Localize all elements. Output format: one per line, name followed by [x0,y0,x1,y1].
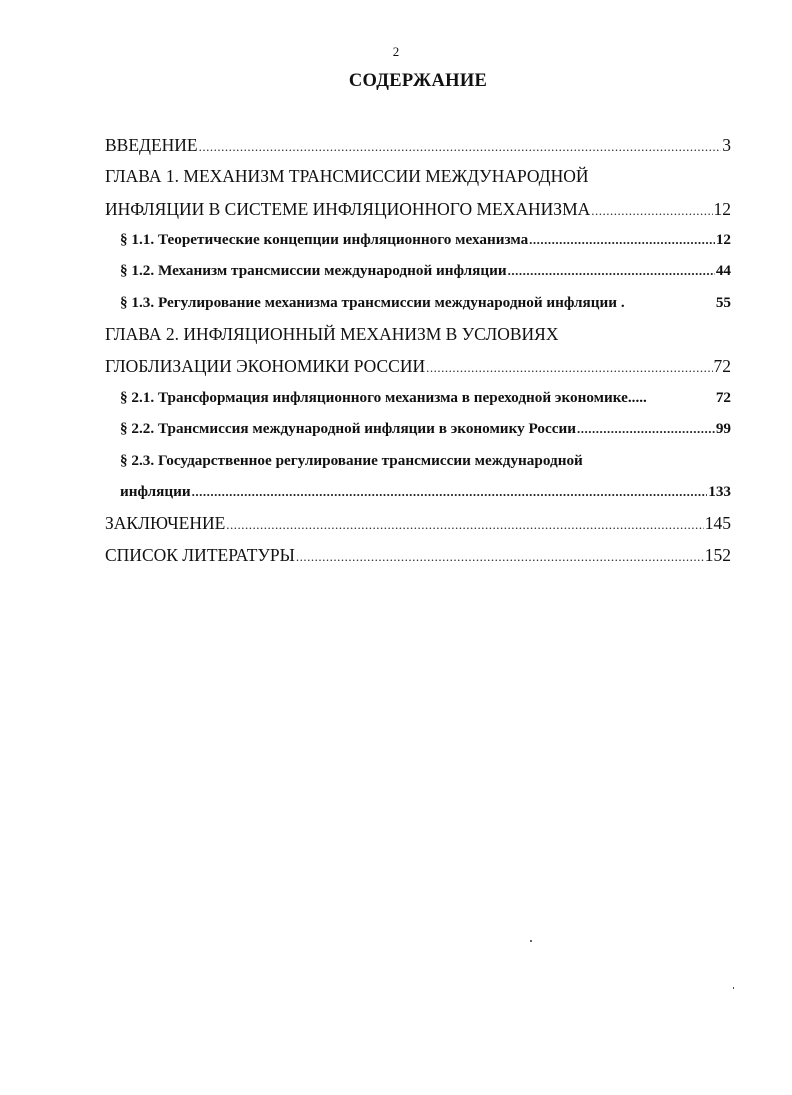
toc-entry-chapter2[interactable] [105,354,731,378]
page-title: СОДЕРЖАНИЕ [348,71,488,91]
dot-leader [508,259,715,283]
toc-page-number: 72 [715,389,731,406]
toc-entry-label: инфляции [120,483,191,500]
dot-leader [199,135,722,159]
toc-chapter2-title-line1[interactable]: ГЛАВА 2. ИНФЛЯЦИОННЫЙ МЕХАНИЗМ В УСЛОВИЯХ [105,324,559,344]
toc-page-number: 3 [722,135,731,155]
dot-leader [426,356,712,380]
toc-entry-label: ВВЕДЕНИЕ [105,135,198,155]
toc-entry-section-1-1[interactable] [120,228,731,252]
toc-page-number: 44 [715,262,731,279]
toc-entry-bibliography[interactable] [105,543,731,567]
dot-leader [591,199,712,223]
toc-page-number: 72 [713,356,731,376]
toc-section-2-3-line1[interactable]: § 2.3. Государственное регулирование трансмиссии международной [120,452,583,469]
toc-entry-conclusion[interactable] [105,511,731,535]
toc-entry-introduction[interactable] [105,133,731,157]
dot-leader [192,480,708,504]
toc-entry-section-2-2[interactable] [120,417,731,441]
toc-entry-label: ЗАКЛЮЧЕНИЕ [105,513,226,533]
toc-page-number: 99 [715,420,731,437]
toc-entry-label: § 2.1. Трансформация инфляционного механизма в переходной экономике..... [120,389,647,406]
toc-entry-section-2-3[interactable] [120,480,731,504]
toc-page-number: 133 [708,483,731,500]
dot-leader [577,417,715,441]
toc-entry-label: ГЛОБЛИЗАЦИИ ЭКОНОМИКИ РОССИИ [105,356,426,376]
toc-page-number: 12 [713,199,731,219]
toc-entry-section-1-3[interactable] [120,291,731,315]
toc-page-number: 55 [715,294,731,311]
toc-entry-label: § 1.2. Механизм трансмиссии международной инфляции [120,262,507,279]
dot-leader [296,545,704,569]
toc-entry-label: § 2.2. Трансмиссия международной инфляции в экономику России [120,420,576,437]
dot-leader [529,228,715,252]
page-number: 2 [392,44,400,59]
toc-chapter1-title-line1[interactable]: ГЛАВА 1. МЕХАНИЗМ ТРАНСМИССИИ МЕЖДУНАРОДНОЙ [105,166,589,186]
toc-entry-label: СПИСОК ЛИТЕРАТУРЫ [105,545,295,565]
scan-speck [733,987,734,989]
toc-page-number: 12 [715,231,731,248]
toc-page-number: 152 [704,545,731,565]
scan-speck [530,940,532,942]
toc-entry-label: § 1.1. Теоретические концепции инфляционного механизма [120,231,529,248]
toc-entry-chapter1[interactable] [105,197,731,221]
toc-entry-label: § 1.3. Регулирование механизма трансмиссии международной инфляции . [120,294,625,311]
toc-page-number: 145 [704,513,731,533]
toc-entry-section-2-1[interactable] [120,386,731,410]
toc-entry-label: ИНФЛЯЦИИ В СИСТЕМЕ ИНФЛЯЦИОННОГО МЕХАНИЗМА [105,199,591,219]
dot-leader [226,513,703,537]
toc-entry-section-1-2[interactable] [120,259,731,283]
